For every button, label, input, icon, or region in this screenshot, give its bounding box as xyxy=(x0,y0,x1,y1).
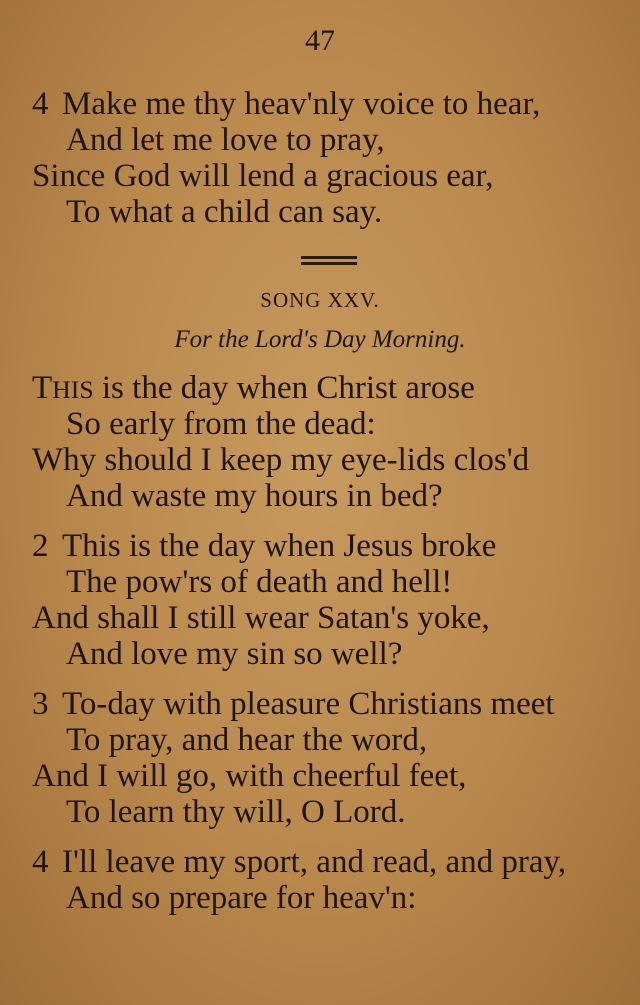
verse-line-text: To-day with pleasure Christians meet xyxy=(62,686,555,722)
verse-line: The pow'rs of death and hell! xyxy=(66,564,453,600)
verse-line xyxy=(32,846,566,879)
verse-line: And so prepare for heav'n: xyxy=(66,880,417,916)
verse-line xyxy=(32,88,540,121)
verse-line xyxy=(32,688,555,721)
verse-line: To what a child can say. xyxy=(66,194,383,230)
verse-line: To learn thy will, O Lord. xyxy=(66,794,406,830)
verse-line: And let me love to pray, xyxy=(66,122,385,158)
divider-rule xyxy=(301,262,357,265)
verse-line: To pray, and hear the word, xyxy=(66,722,428,758)
small-caps-word: HIS xyxy=(52,375,94,404)
verse-line-text: I'll leave my sport, and read, and pray, xyxy=(62,844,567,880)
verse-number: 4 xyxy=(32,86,49,122)
verse-line-text: is the day when Christ arose xyxy=(93,370,475,406)
verse-line-text: Make me thy heav'nly voice to hear, xyxy=(62,86,541,122)
verse-line: Since God will lend a gracious ear, xyxy=(32,158,494,194)
verse-line xyxy=(32,372,475,405)
song-subtitle: For the Lord's Day Morning. xyxy=(174,326,466,353)
verse-line: Why should I keep my eye-lids clos'd xyxy=(32,442,530,478)
verse-number: 2 xyxy=(32,528,49,564)
verse-line: And love my sin so well? xyxy=(66,636,403,672)
verse-line: So early from the dead: xyxy=(66,406,376,442)
drop-initial: T xyxy=(32,370,53,406)
verse-line-text: This is the day when Jesus broke xyxy=(62,528,497,564)
verse-line: And waste my hours in bed? xyxy=(66,478,443,514)
verse-line xyxy=(32,530,496,563)
verse-line: And shall I still wear Satan's yoke, xyxy=(32,600,490,636)
song-title: SONG XXV. xyxy=(260,288,380,312)
divider-rule xyxy=(301,256,357,259)
verse-number: 4 xyxy=(32,844,49,880)
verse-line: And I will go, with cheerful feet, xyxy=(32,758,467,794)
verse-number: 3 xyxy=(32,686,49,722)
page-number: 47 xyxy=(305,24,335,57)
